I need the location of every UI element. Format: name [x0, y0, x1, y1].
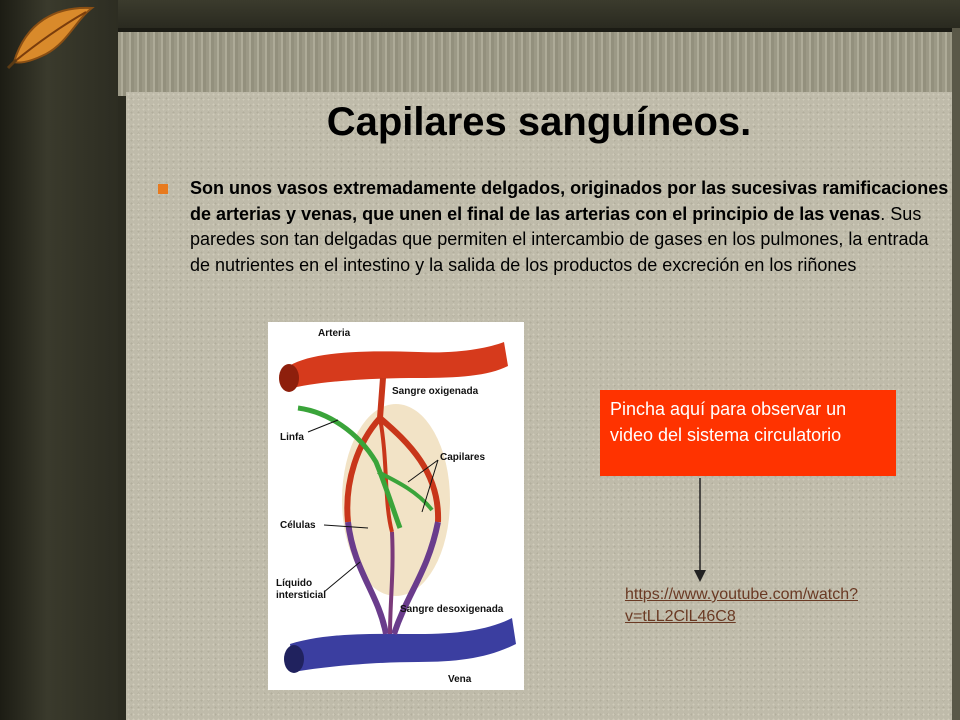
figure-label-vena: Vena — [448, 674, 472, 685]
arrow-down-icon — [690, 478, 710, 582]
capillary-illustration — [268, 322, 524, 690]
slide-title: Capilares sanguíneos. — [326, 100, 752, 144]
paragraph-bold-text: Son unos vasos extremadamente delgados, originados por las sucesivas ramificaciones de arterias y venas, que unen el final de las arterias con el principio de las venas — [190, 178, 949, 224]
top-frame — [0, 0, 960, 28]
figure-label-sangre-desoxigenada: Sangre desoxigenada — [400, 604, 504, 615]
left-frame — [0, 0, 118, 720]
square-bullet-icon — [158, 184, 168, 194]
label-pointer — [324, 562, 360, 592]
figure-label-intersticial: intersticial — [276, 590, 327, 601]
slide-top-bar — [118, 28, 960, 96]
artery-opening — [279, 364, 299, 392]
vein-opening — [284, 645, 304, 673]
artery-vessel — [286, 342, 508, 388]
video-callout-button[interactable]: Pincha aquí para observar un video del sistema circulatorio — [600, 390, 896, 476]
right-frame — [952, 28, 960, 720]
label-pointer — [308, 420, 338, 432]
youtube-link[interactable]: https://www.youtube.com/watch?v=tLL2ClL46C8 — [625, 586, 858, 625]
leaf-icon — [6, 2, 98, 72]
figure-label-capilares: Capilares — [440, 452, 486, 463]
capillary-diagram — [268, 322, 524, 690]
vein-vessel — [290, 618, 516, 672]
figure-label-sangre-oxigenada: Sangre oxigenada — [392, 386, 479, 397]
body-paragraph — [190, 176, 950, 278]
paragraph-regular-text: . Sus paredes son tan delgadas que permiten el intercambio de gases en los pulmones, la entrada de nutrientes en el intestino y la salida de los productos de excreción en los riñones — [190, 203, 929, 275]
figure-label-arteria: Arteria — [318, 328, 351, 339]
figure-label-liquido: Líquido — [276, 578, 313, 589]
figure-label-linfa: Linfa — [280, 432, 304, 443]
figure-label-celulas: Células — [280, 520, 316, 531]
